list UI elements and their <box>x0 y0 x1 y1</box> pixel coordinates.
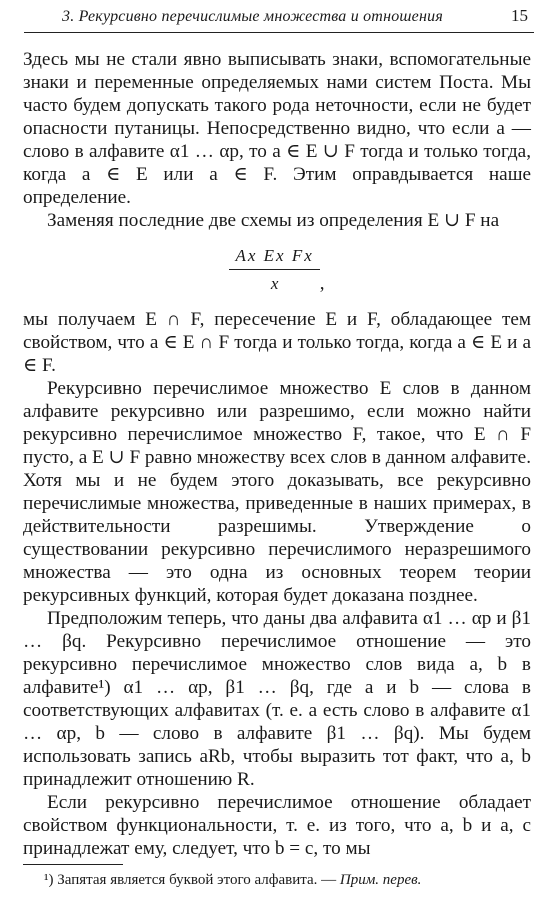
footnote-separator <box>23 864 123 865</box>
footnote-marker: ¹) <box>44 872 54 888</box>
display-formula <box>23 244 531 294</box>
paragraph-5: Предположим теперь, что даны два алфавита α1 … αp и β1 … βq. Рекурсивно перечислимое отношение — это рекурсивно перечислимое множество слов вида a, b в алфавите¹) α1 … αp, β1 … βq, где a и b — слова в соответствующих алфавитах (т. е. a есть слово в алфавите α1 … αp, b — слово в алфавите β1 … βq). Мы будем использовать запись aRb, чтобы выразить тот факт, что a, b принадлежит отношению R. <box>23 608 531 790</box>
paragraph-4: Рекурсивно перечислимое множество E слов в данном алфавите рекурсивно или разрешимо, если можно найти рекурсивно перечислимое множество F, такое, что E ∩ F пусто, а E ∪ F равно множеству всех слов в данном алфавите. Хотя мы и не будем этого доказывать, все рекурсивно перечислимые множества, приведенные в наших примерах, в действительности разрешимы. Утверждение о существовании рекурсивно перечислимого неразрешимого множества — это одна из основных теорем теории рекурсивных функций, которая будет доказана позднее. <box>23 378 531 606</box>
fraction <box>229 244 319 295</box>
paragraph-6: Если рекурсивно перечислимое отношение обладает свойством функциональности, т. е. из того, что a, b и a, c принадлежат ему, следует, что b = c, то мы <box>23 792 531 859</box>
paragraph-3: мы получаем E ∩ F, пересечение E и F, обладающее тем свойством, что a ∈ E ∩ F тогда и только тогда, когда a ∈ E и a ∈ F. <box>23 309 531 376</box>
footnote <box>44 872 421 889</box>
paragraph-1: Здесь мы не стали явно выписывать знаки, вспомогательные знаки и переменные определяемых нами систем Поста. Мы часто будем допускать такого рода неточности, если не будет опасности путаницы. Непосредственно видно, что если a — слово в алфавите α1 … αp, то a ∈ E ∪ F тогда и только тогда, когда a ∈ E или a ∈ F. Этим оправдывается наше определение. <box>23 49 531 208</box>
main-text <box>23 48 531 860</box>
paragraph-2: Заменяя последние две схемы из определения E ∪ F на <box>47 210 500 231</box>
fraction-denominator: x <box>270 274 279 293</box>
page-number: 15 <box>511 6 528 25</box>
footnote-text: Запятая является буквой этого алфавита. — <box>57 872 337 888</box>
fraction-numerator: Ax Ex Fx <box>229 244 319 270</box>
formula-comma: , <box>319 273 325 294</box>
section-title: 3. Рекурсивно перечислимые множества и отношения <box>62 8 443 25</box>
running-header <box>24 6 534 33</box>
footnote-attribution: Прим. перев. <box>339 872 422 888</box>
